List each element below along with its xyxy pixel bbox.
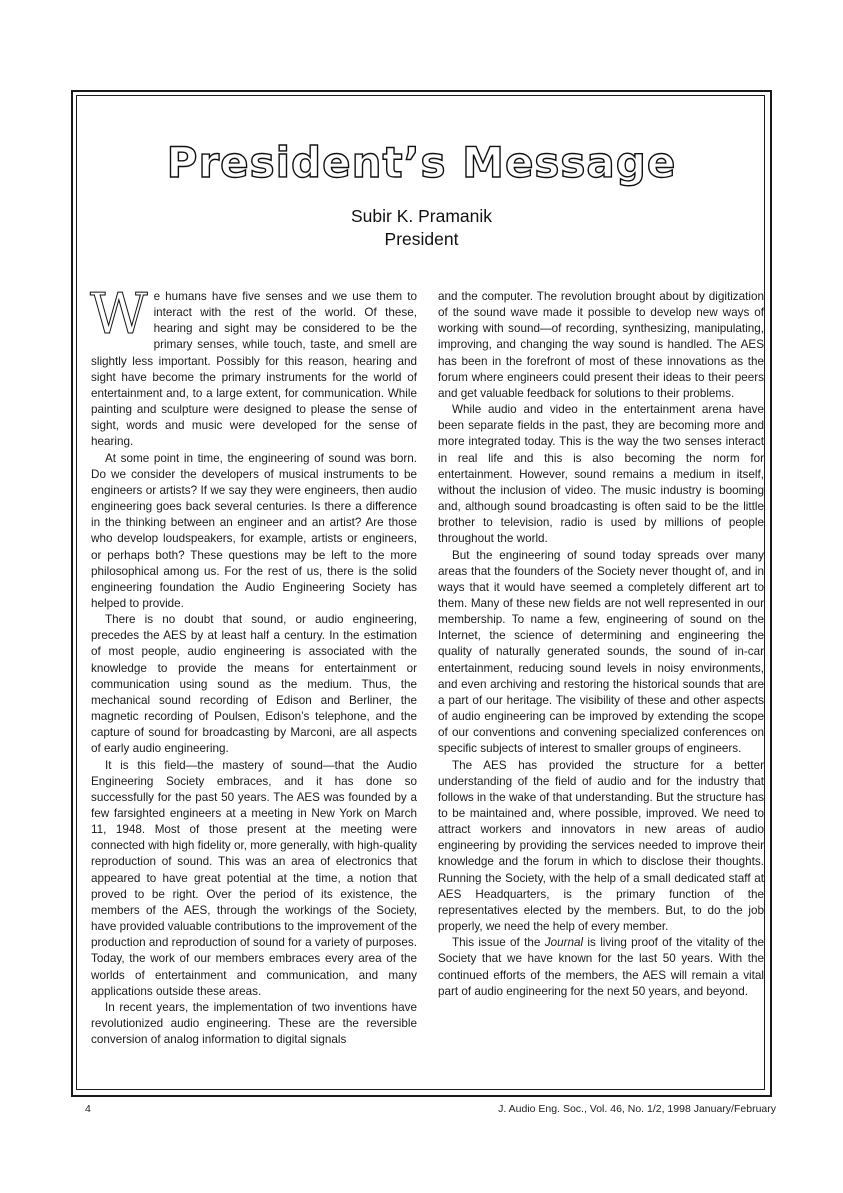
paragraph: At some point in time, the engineering of sound was born. Do we consider the developers of musical instruments to be engineers or artists? If we say they were engineers, then audio engineering goes back several centuries. Is there a difference in the thinking between an engineer and an artist? Are those who develop loudspeakers, for example, artists or engineers, or perhaps both? These questions may be left to the more philosophical among us. For the rest of us, there is the solid engineering foundation the Audio Engineering Society has helped to provide.	[91, 451, 417, 610]
byline	[0, 205, 843, 251]
paragraph: The AES has provided the structure for a better understanding of the field of audio and for the industry that follows in the wake of that understanding. But the structure has to be maintained and, where possible, improved. We need to attract workers and innovators in new areas of audio engineering by providing the services needed to improve their knowledge and the forum in which to disclose their thoughts. Running the Society, with the help of a small dedicated staff at AES Headquarters, is the primary function of the representatives elected by the members. But, to do the job properly, we need the help of every member.	[438, 758, 764, 934]
paragraph: There is no doubt that sound, or audio engineering, precedes the AES by at least half a century. In the estimation of most people, audio engineering is associated with the knowledge to provide the means for entertainment or communication using sound as the medium. Thus, the mechanical sound recording of Edison and Berliner, the magnetic recording of Poulsen, Edison’s telephone, and the capture of sound for broadcasting by Marconi, are all aspects of early audio engineering.	[91, 613, 417, 756]
page-number: 4	[85, 1103, 91, 1115]
left-column	[90, 282, 417, 1048]
paragraph: It is this field—the mastery of sound—that the Audio Engineering Society embraces, and it has done so successfully for the past 50 years. The AES was founded by a few farsighted engineers at a meeting in New York on March 11, 1948. Most of those present at the meeting were connected with high fidelity or, more generally, with high-quality reproduction of sound. This was an area of electronics that appeared to have great potential at the time, a notion that proved to be right. Over the period of its existence, the members of the AES, through the workings of the Society, have provided valuable contributions to the improvement of the production and reproduction of sound for a variety of purposes. Today, the work of our members embraces every area of the worlds of entertainment and communication, and many applications outside these areas.	[91, 758, 417, 998]
journal-citation: J. Audio Eng. Soc., Vol. 46, No. 1/2, 1998 January/February	[498, 1103, 776, 1115]
closing-paragraph: This issue of the Journal is living proof of the vitality of the Society that we have known for the last 50 years. With the continued efforts of the members, the AES will remain a vital part of audio engineering for the next 50 years, and beyond.	[438, 936, 764, 998]
paragraph: In recent years, the implementation of two inventions have revolutionized audio engineering. These are the reversible conversion of analog information to digital signals	[91, 1000, 417, 1047]
page-title: President’s Message	[166, 138, 677, 187]
paragraph: But the engineering of sound today spreads over many areas that the founders of the Society never thought of, and in ways that it would have seemed a completely different art to them. Many of these new fields are not well represented in our membership. To name a few, engineering of sound on the Internet, the science of determining and engineering the quality of naturally generated sounds, the sound of in-car entertainment, reducing sound levels in noisy environments, and even archiving and restoring the historical sounds that are a part of our heritage. The visibility of these and other aspects of audio engineering can be improved by extending the scope of our conventions and convening specialized conferences on specific subjects of interest to smaller groups of engineers.	[438, 548, 764, 756]
drop-cap: W	[90, 282, 148, 347]
right-column	[438, 289, 764, 1000]
author-name: Subir K. Pramanik	[350, 206, 493, 226]
paragraph: We humans have five senses and we use them to interact with the rest of the world. Of these, hearing and sight may be considered to be the primary senses, while touch, taste, and smell are slightly less important. Possibly for this reason, hearing and sight have become the primary instruments for the world of entertainment and, to a large extent, for communication. While painting and sculpture were designed to please the sense of sight, words and music were developed for the sense of hearing.	[90, 282, 417, 449]
paragraph: and the computer. The revolution brought about by digitization of the sound wave made it possible to develop new ways of working with sound—of recording, synthesizing, manipulating, improving, and changing the way sound is handled. The AES has been in the forefront of most of these innovations as the forum where engineers could present their ideas to their peers and get valuable feedback for solutions to their problems.	[438, 290, 764, 400]
author-role: President	[384, 229, 459, 249]
paragraph: While audio and video in the entertainment arena have been separate fields in the past, they are becoming more and more integrated today. This is the way the two senses interact in real life and this is also becoming the norm for entertainment. However, sound remains a medium in itself, without the inclusion of video. The music industry is booming and, although sound broadcasting is often said to be the little brother to television, radio is used by millions of people throughout the world.	[438, 403, 764, 546]
journal-title: Journal	[544, 936, 584, 950]
